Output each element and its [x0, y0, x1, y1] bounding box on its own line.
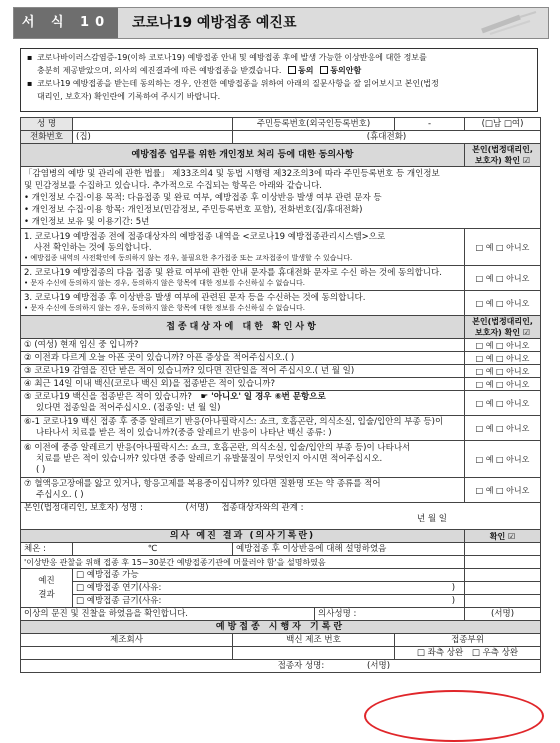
check-q6-answer[interactable]: □ 예 □ 아니오	[465, 441, 541, 478]
notice-line-4: 대리인, 보호자) 확인란에 기록하여 주시기 바랍니다.	[37, 92, 221, 101]
mobile-phone-field[interactable]: (휴대전화)	[233, 131, 541, 144]
check-q3-answer[interactable]: □ 예 □ 아니오	[465, 365, 541, 378]
result-postpone-text: □ 예방접종 연기(사유:	[76, 582, 162, 593]
notice-line-2: 충분히 제공받았으며, 의사의 예진결과에 따른 예방접종을 받겠습니다.	[37, 66, 282, 75]
check-q5-text: ⑤ 코로나19 백신을 접종받은 적이 있습니까?	[24, 392, 192, 402]
check-q7-text: ⑦ 혈액응고장애를 앓고 있거나, 항응고제를 복용중이십니까? 있다면 질환명 또는 약 종류를 적어	[24, 479, 381, 489]
result-postpone-box[interactable]	[465, 582, 541, 595]
consent-bullet-period: • 개인정보 보유 및 이용기간: 5년	[24, 217, 150, 227]
check-q6	[21, 441, 465, 478]
consent-legal-text	[21, 167, 541, 229]
check-q5	[21, 391, 465, 416]
name-field[interactable]	[73, 118, 233, 131]
lot-number-field[interactable]	[233, 647, 395, 660]
check-q7	[21, 478, 465, 503]
explain-reaction-text: 예방접종 후 이상반응에 대해 설명하였음	[233, 543, 465, 556]
check-q7-text-cont: 주십시오. ( )	[36, 490, 84, 500]
agree-checkbox[interactable]	[288, 66, 296, 74]
result-option-postpone[interactable]	[73, 582, 465, 595]
guardian-signature-row	[21, 503, 541, 530]
manufacturer-header: 제조회사	[21, 634, 233, 647]
notice-line-3: 코로나19 예방접종을 받는데 동의하는 경우, 안전한 예방접종을 위하여 아래의 질문사항을 잘 읽어보시고 본인(법정	[37, 79, 439, 88]
check-q6-text: ⑥ 이전에 중증 알레르기 반응(아나필락시스: 쇼크, 호흡곤란, 의식소실, 입술/입안의 부종 등)이 나타나서	[24, 442, 411, 453]
doctor-confirm-header: 확인 ☑	[465, 530, 541, 543]
observation-text: '이상반응 관찰을 위해 접종 후 15~30분간 예방접종기관에 머물러야 함'을 설명하였음	[21, 556, 465, 569]
check-q4: ④ 최근 14일 이내 백신(코로나 백신 외)을 접종받은 적이 있습니까?	[21, 378, 465, 391]
result-option-contraindicated[interactable]	[73, 595, 465, 608]
doctor-section-title: 의사 예진 결과 (의사기록란)	[21, 530, 465, 543]
form-number-tag: 서 식 10	[14, 8, 118, 38]
check-q6-allergen-field[interactable]: ( )	[36, 464, 46, 475]
lot-number-header: 백신 제조 번호	[233, 634, 395, 647]
consent-item-2-note: • 문자 수신에 동의하지 않는 경우, 동의하지 않은 항목에 대한 정보를 수신하실 수 없습니다.	[24, 279, 305, 287]
consent-item-1-note: • 예방접종 내역의 사전확인에 동의하지 않는 경우, 불필요한 추가접종 또는 교차접종이 발생할 수 있습니다.	[24, 253, 353, 262]
result-label-1: 예진	[38, 576, 55, 586]
guardian-date: 년 월 일	[416, 514, 448, 524]
consent-item-3-text: 3. 코로나19 예방접종 후 이상반응 발생 여부에 관련된 문자 등을 수신하는 것에 동의합니다.	[24, 293, 366, 303]
check-q7-answer[interactable]: □ 예 □ 아니오	[465, 478, 541, 503]
consent-item-2	[21, 266, 465, 291]
consent-item-1-answer[interactable]: □ 예 □ 아니오	[465, 229, 541, 266]
administrator-row	[21, 660, 541, 673]
administrator-label: 접종자 성명:	[277, 660, 325, 671]
guardian-relation-label: 접종대상자와의 관계 :	[221, 503, 304, 513]
check-q5-date: 있다면 접종일을 적어주십시오. (접종일: 년 월 일)	[36, 403, 221, 413]
check-q6-1-answer[interactable]: □ 예 □ 아니오	[465, 416, 541, 441]
check-q1: ① (여성) 현재 임신 중 입니까?	[21, 339, 465, 352]
phone-label: 전화번호	[21, 131, 73, 144]
consent-item-3	[21, 291, 465, 316]
consent-item-1	[21, 229, 465, 266]
doctor-sign-label: (서명)	[465, 608, 541, 621]
record-section-title: 예방접종 시행자 기록란	[21, 621, 541, 634]
notice-bullet-1	[27, 51, 531, 77]
notice-line-1: 코로나바이러스감염증-19(이하 코로나19) 예방접종 안내 및 예방접종 후에 발생 가능한 이상반응에 대한 정보를	[37, 53, 427, 62]
explain-confirm-box[interactable]	[465, 543, 541, 556]
consent-item-3-answer[interactable]: □ 예 □ 아니오	[465, 291, 541, 316]
check-q5-skip-note: ☛ '아니오' 일 경우 ⑥번 문항으로	[200, 392, 326, 402]
doctor-confirm-statement: 이상의 문진 및 진찰을 하였음을 확인합니다.	[21, 608, 315, 621]
manufacturer-field[interactable]	[21, 647, 233, 660]
rrn-label: 주민등록번호(외국인등록번호)	[233, 118, 395, 131]
home-phone-field[interactable]: (집)	[73, 131, 233, 144]
result-contra-box[interactable]	[465, 595, 541, 608]
check-q3: ③ 코로나19 감염을 진단 받은 적이 있습니까? 있다면 진단일을 적어 주십시오.( 년 월 일)	[21, 365, 465, 378]
check-q6-text-cont: 치료를 받은 적이 있습니까? 있다면 중증 알레르기 유발물질이 무엇인지 아시면 적어주십시오.	[36, 453, 383, 464]
consent-item-1-text: 1. 코로나19 예방접종 전에 접종대상자의 예방접종 내역을 <코로나19 예방접종관리시스템>으로	[24, 231, 386, 242]
consent-item-3-note: • 문자 수신에 동의하지 않는 경우, 동의하지 않은 항목에 대한 정보를 수신하실 수 없습니다.	[24, 304, 305, 312]
check-q2: ② 이전과 다르게 오늘 아픈 곳이 있습니까? 아픈 증상을 적어주십시오.( )	[21, 352, 465, 365]
left-arm-option[interactable]: □ 좌측 상완	[416, 647, 464, 658]
consent-section-title: 예방접종 업무를 위한 개인정보 처리 등에 대한 동의사항	[21, 144, 465, 167]
consent-item-2-answer[interactable]: □ 예 □ 아니오	[465, 266, 541, 291]
consent-notice	[20, 48, 538, 112]
right-arm-option[interactable]: □ 우측 상완	[471, 647, 519, 658]
name-label: 성 명	[21, 118, 73, 131]
injection-site-options	[395, 647, 541, 660]
check-confirm-header: 본인(법정대리인, 보호자) 확인 ☑	[465, 316, 541, 339]
result-postpone-close: )	[451, 582, 456, 593]
guardian-sign-label: (서명)	[185, 503, 209, 513]
notice-bullet-2	[27, 77, 531, 103]
rrn-field[interactable]: -	[395, 118, 465, 131]
disagree-checkbox[interactable]	[320, 66, 328, 74]
administrator-sign-label: (서명)	[366, 660, 391, 671]
syringe-decoration-icon	[480, 11, 540, 35]
check-q1-answer[interactable]: □ 예 □ 아니오	[465, 339, 541, 352]
check-q6-1-text: ⑥-1 코로나19 백신 접종 후 중증 알레르기 반응(아나필락시스: 쇼크, 호흡곤란, 의식소실, 입술/입안의 부종 등)이	[24, 417, 444, 427]
check-q4-answer[interactable]: □ 예 □ 아니오	[465, 378, 541, 391]
consent-text-2: 및 민감정보를 수집하고 있습니다. 추가적으로 수집되는 항목은 아래와 같습니다.	[24, 181, 322, 191]
consent-item-1-text-cont: 사전 확인하는 것에 동의합니다.	[34, 242, 152, 253]
check-q6-1-text-cont: 나타나서 치료를 받은 적이 있습니까?(중증 알레르기 반응이 나타난 백신 종류: )	[36, 428, 332, 438]
guardian-name-label: 본인(법정대리인, 보호자) 성명 :	[24, 503, 143, 513]
observation-confirm-box[interactable]	[465, 556, 541, 569]
agree-label: 동의	[298, 66, 314, 75]
consent-bullet-purpose: • 개인정보 수집·이용 목적: 다음접종 및 완료 여부, 예방접종 후 이상반응 발생 여부 관련 문자 등	[24, 193, 382, 203]
result-possible-box[interactable]	[465, 569, 541, 582]
check-section-title: 접종대상자에 대한 확인사항	[21, 316, 465, 339]
consent-text-1: 「감염병의 예방 및 관리에 관한 법률」 제33조의4 및 동법 시행령 제32조의3에 따라 주민등록번호 등 개인정보	[24, 169, 440, 179]
vaccination-form-table	[20, 117, 541, 673]
check-q5-answer[interactable]: □ 예 □ 아니오	[465, 391, 541, 416]
doctor-name-label: 의사성명 :	[315, 608, 465, 621]
highlight-circle-annotation	[364, 690, 544, 742]
document-title: 코로나19 예방접종 예진표	[132, 15, 297, 31]
gender-options[interactable]: (□남 □여)	[465, 118, 541, 131]
disagree-label: 동의안함	[330, 66, 362, 75]
result-option-possible[interactable]: □ 예방접종 가능	[73, 569, 465, 582]
temperature-field[interactable]: ℃	[73, 543, 233, 556]
result-contra-close: )	[451, 595, 456, 606]
temperature-label: 체온 :	[21, 543, 73, 556]
check-q2-answer[interactable]: □ 예 □ 아니오	[465, 352, 541, 365]
consent-confirm-header: 본인(법정대리인, 보호자) 확인 ☑	[465, 144, 541, 167]
form-header	[13, 7, 549, 39]
result-label	[21, 569, 73, 608]
result-contra-text: □ 예방접종 금기(사유:	[76, 595, 162, 606]
consent-item-2-text: 2. 코로나19 예방접종의 다음 접종 및 완료 여부에 관한 안내 문자를 휴대전화 문자로 수신 하는 것에 동의합니다.	[24, 268, 442, 278]
consent-bullet-items: • 개인정보 수집·이용 항목: 개인정보(민감정보, 주민등록번호 포함), 전화번호(집/휴대전화)	[24, 205, 363, 215]
injection-site-header: 접종부위	[395, 634, 541, 647]
check-q6-1	[21, 416, 465, 441]
result-label-2: 결과	[38, 590, 55, 600]
